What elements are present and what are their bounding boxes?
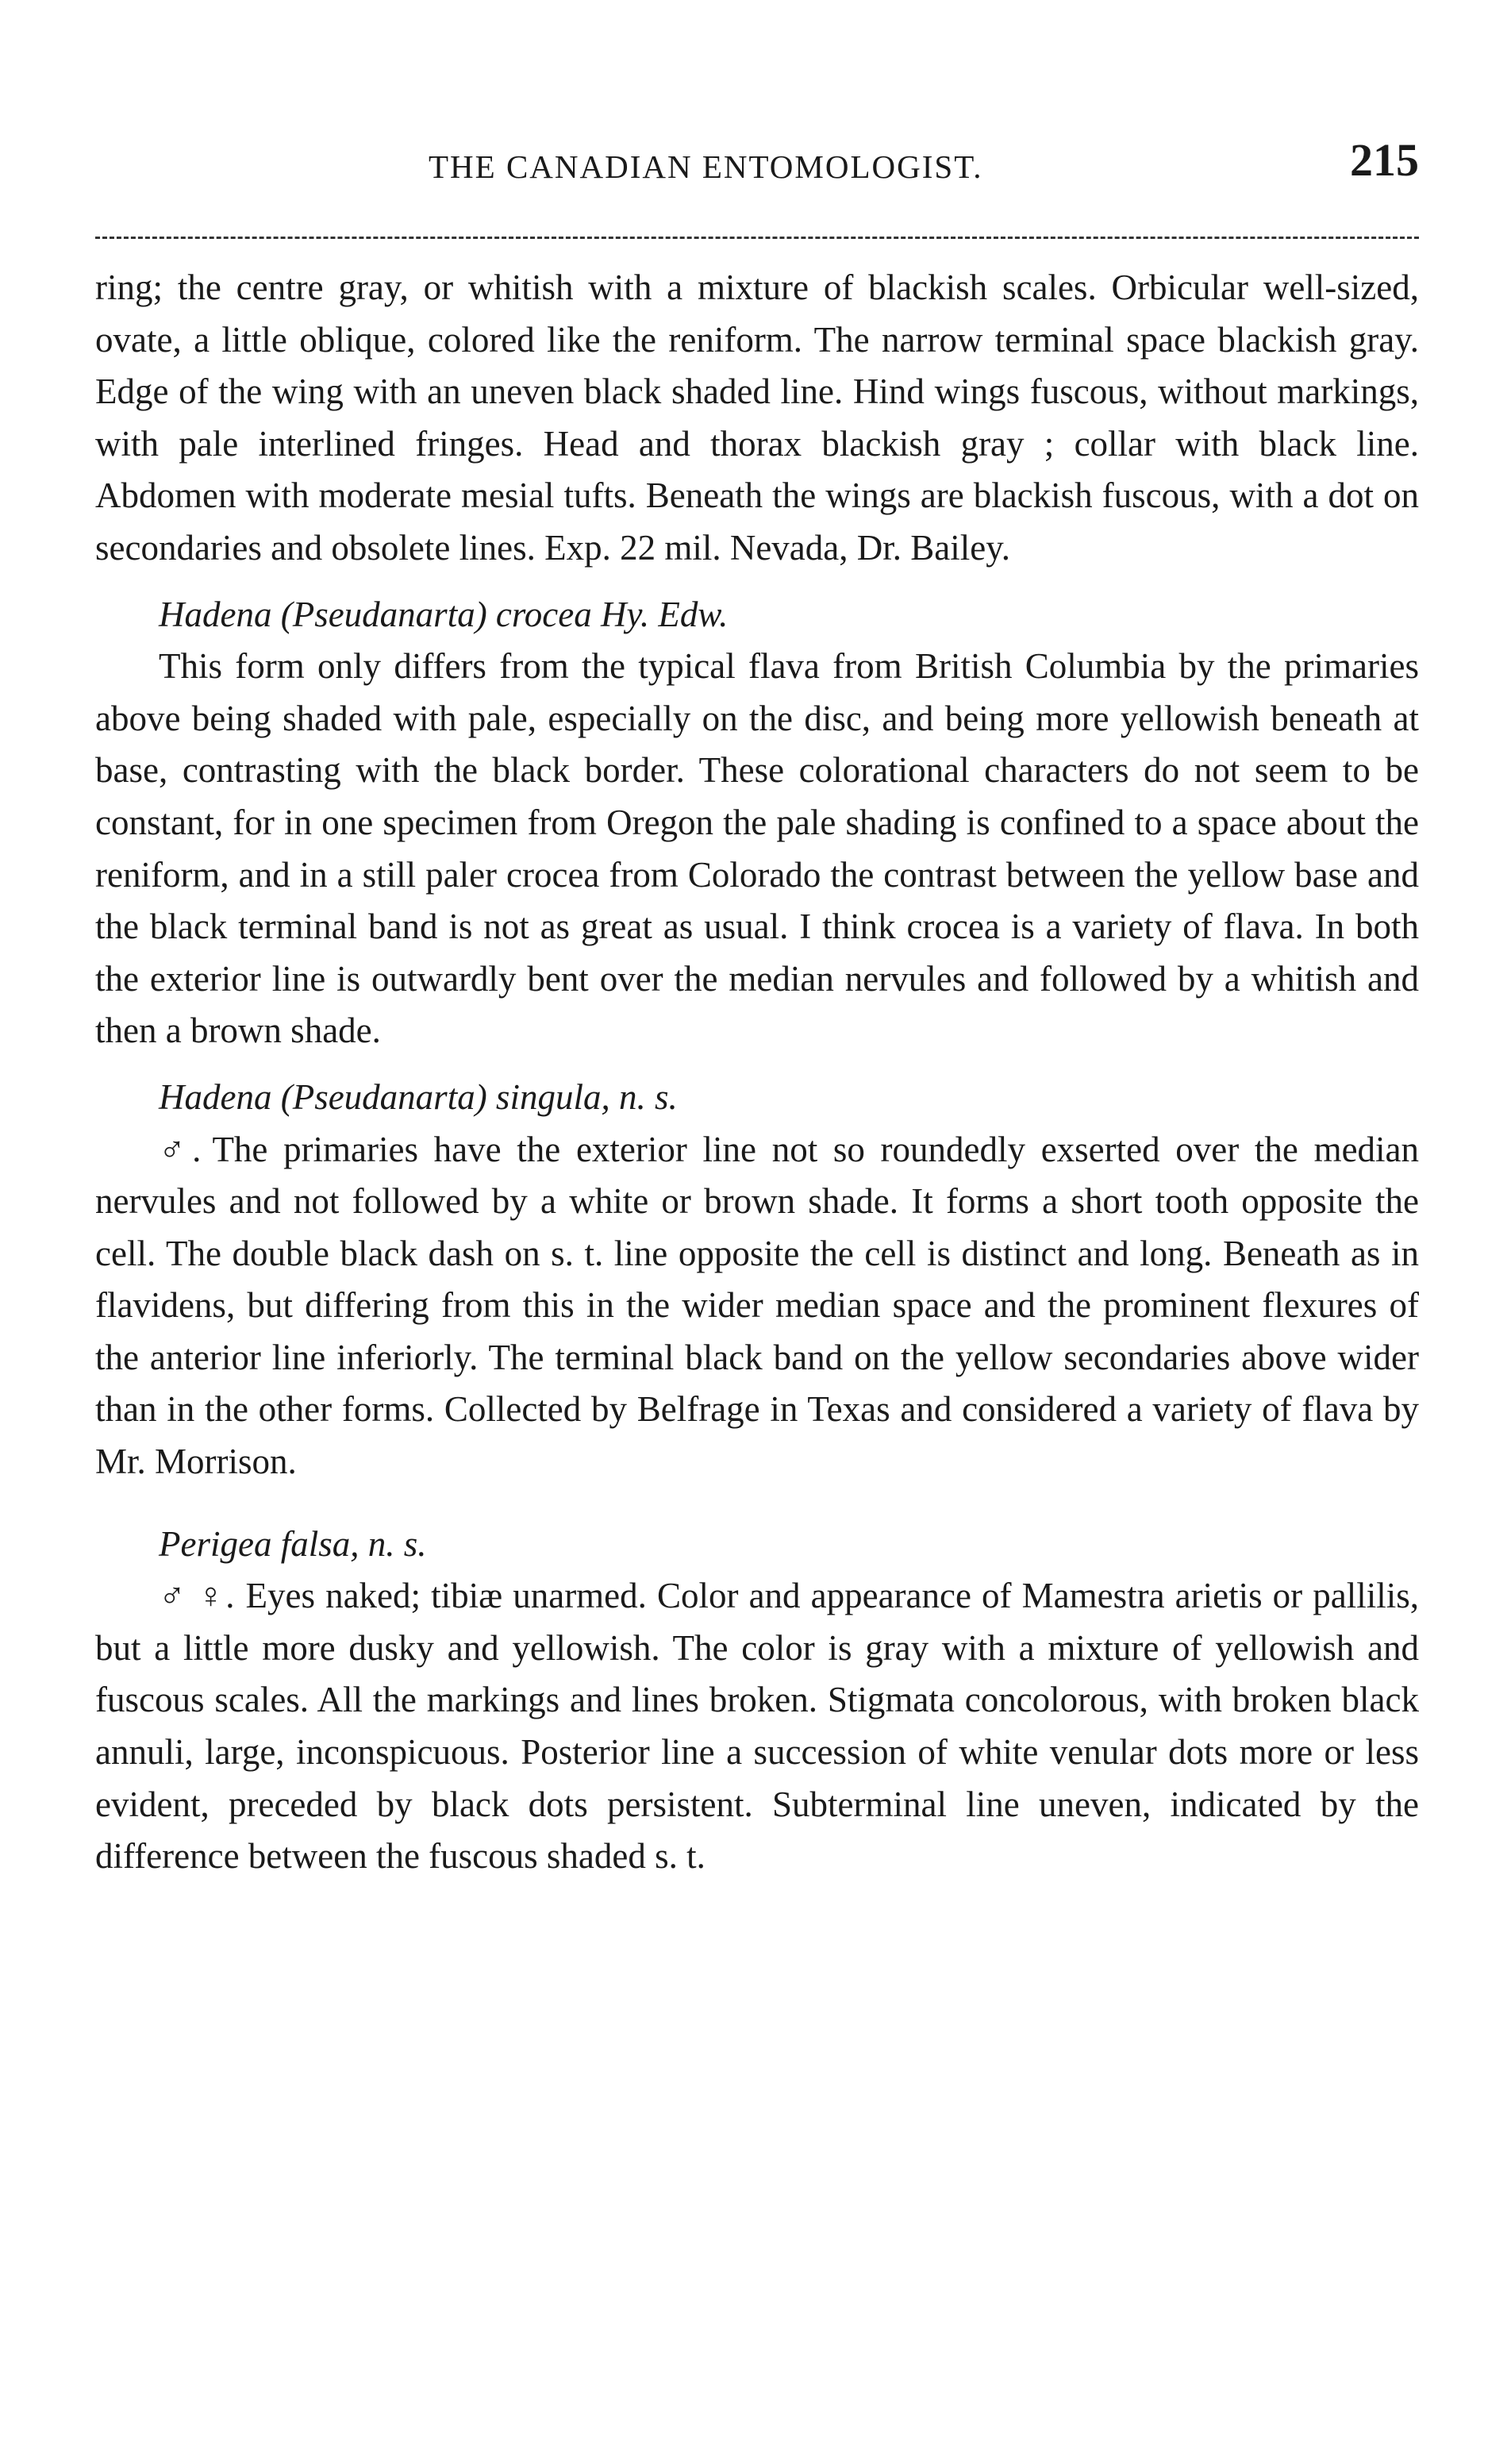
male-symbol: ♂. — [159, 1129, 202, 1169]
page-number: 215 — [1350, 134, 1419, 186]
species-heading-crocea: Hadena (Pseudanarta) crocea Hy. Edw. — [159, 594, 729, 634]
page-header — [95, 133, 1419, 197]
header-rule — [95, 237, 1419, 239]
paragraph-crocea: This form only differs from the typical flava from British Columbia by the primaries above being shaded with pale, especially on the disc, and being more yellowish beneath at base, contrasting with the black border. These colorational characters do not seem to be constant, for in one specimen from Oregon the pale shading is confined to a space about the reniform, and in a still paler crocea from Colorado the contrast between the yellow base and the black terminal band is not as great as usual. I think crocea is a variety of flava. In both the exterior line is outwardly bent over the median nervules and followed by a whitish and then a brown shade. — [95, 646, 1419, 1051]
paragraph-singula — [95, 1124, 1419, 1488]
paragraph-continuation: ring; the centre gray, or whitish with a mixture of blackish scales. Orbicular well-sized, ovate, a little oblique, colored like the reniform. The narrow terminal space blackish gray. Edge of the wing with an uneven black shaded line. Hind wings fuscous, without markings, with pale interlined fringes. Head and thorax blackish gray ; collar with black line. Abdomen with moderate mesial tufts. Beneath the wings are blackish fuscous, with a dot on secondaries and obsolete lines. Exp. 22 mil. Nevada, Dr. Bailey. — [95, 268, 1419, 568]
paragraph-singula-text: The primaries have the exterior line not so roundedly exserted over the median nervules and not followed by a white or brown shade. It forms a short tooth opposite the cell. The double black dash on s. t. line opposite the cell is distinct and long. Beneath as in flavidens, but differing from this in the wider median space and the prominent flexures of the anterior line inferiorly. The terminal black band on the yellow secondaries above wider than in the other forms. Collected by Belfrage in Texas and considered a variety of flava by Mr. Morrison. — [95, 1129, 1420, 1482]
running-head: THE CANADIAN ENTOMOLOGIST. — [429, 148, 983, 185]
male-female-symbols: ♂ ♀. — [159, 1576, 235, 1616]
paragraph-falsa-text: Eyes naked; tibiæ unarmed. Color and appearance of Mamestra arietis or pallilis, but a little more dusky and yellowish. The color is gray with a mixture of yellowish and fuscous scales. All the markings and lines broken. Stigmata concolorous, with broken black annuli, large, inconspicuous. Posterior line a succession of white venular dots more or less evident, preceded by black dots persistent. Subterminal line uneven, indicated by the difference between the fuscous shaded s. t. — [95, 1576, 1420, 1877]
body-text — [95, 262, 1419, 1883]
species-heading-singula: Hadena (Pseudanarta) singula, n. s. — [159, 1076, 678, 1117]
species-heading-falsa: Perigea falsa, n. s. — [159, 1523, 427, 1564]
paragraph-falsa — [95, 1570, 1419, 1883]
